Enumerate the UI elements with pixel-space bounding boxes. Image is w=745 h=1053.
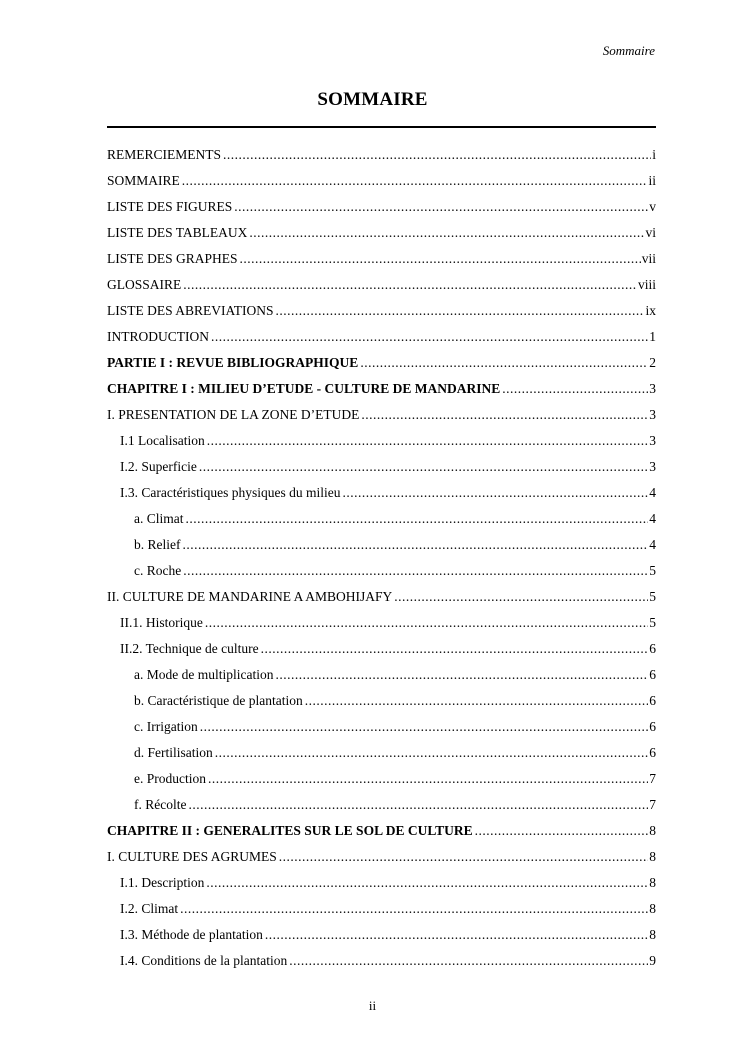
toc-entry-page: 8 — [649, 849, 656, 864]
toc-entry-label: I.3. Méthode de plantation — [120, 927, 263, 942]
toc-entry-label: SOMMAIRE — [107, 173, 180, 188]
toc-entry[interactable] — [107, 532, 656, 558]
toc-entry[interactable] — [107, 896, 656, 922]
dot-leader — [188, 792, 648, 818]
toc-entry[interactable] — [107, 636, 656, 662]
toc-entry-label: I.4. Conditions de la plantation — [120, 953, 288, 968]
toc-entry-page: 4 — [649, 511, 656, 526]
toc-entry[interactable] — [107, 506, 656, 532]
toc-entry-label: LISTE DES TABLEAUX — [107, 225, 248, 240]
dot-leader — [183, 532, 649, 558]
toc-entry[interactable] — [107, 558, 656, 584]
dot-leader — [206, 870, 648, 896]
toc-entry[interactable] — [107, 272, 656, 298]
toc-entry-page: 5 — [649, 563, 656, 578]
toc-entry-label: GLOSSAIRE — [107, 277, 182, 292]
toc-entry-page: 9 — [649, 953, 656, 968]
toc-entry[interactable] — [107, 818, 656, 844]
toc-entry[interactable] — [107, 168, 656, 194]
toc-entry[interactable] — [107, 688, 656, 714]
toc-entry-page: i — [652, 147, 656, 162]
toc-entry-label: c. Roche — [134, 563, 182, 578]
dot-leader — [279, 844, 648, 870]
toc-entry-label: CHAPITRE I : MILIEU D’ETUDE - CULTURE DE MANDARINE — [107, 381, 501, 396]
toc-entry-page: 5 — [649, 615, 656, 630]
dot-leader — [275, 662, 648, 688]
toc-entry-label: e. Production — [134, 771, 206, 786]
toc-entry[interactable] — [107, 766, 656, 792]
toc-entry-label: b. Relief — [134, 537, 181, 552]
toc-entry-page: 3 — [649, 433, 656, 448]
dot-leader — [342, 480, 648, 506]
toc-entry-page: 3 — [649, 459, 656, 474]
dot-leader — [207, 428, 649, 454]
toc-entry[interactable] — [107, 324, 656, 350]
toc-entry-page: 8 — [649, 927, 656, 942]
dot-leader — [199, 454, 648, 480]
toc-entry[interactable] — [107, 480, 656, 506]
dot-leader — [305, 688, 649, 714]
toc-entry[interactable] — [107, 662, 656, 688]
toc-entry-page: vii — [641, 251, 656, 266]
dot-leader — [475, 818, 649, 844]
toc-entry-label: a. Climat — [134, 511, 184, 526]
toc-entry-page: 7 — [649, 771, 656, 786]
toc-entry-page: vi — [645, 225, 656, 240]
dot-leader — [502, 376, 648, 402]
dot-leader — [183, 558, 648, 584]
toc-entry[interactable] — [107, 454, 656, 480]
toc-entry-page: 8 — [649, 875, 656, 890]
dot-leader — [240, 246, 641, 272]
dot-leader — [205, 610, 648, 636]
toc-entry[interactable] — [107, 714, 656, 740]
toc-entry[interactable] — [107, 246, 656, 272]
toc-entry-page: ii — [648, 173, 656, 188]
dot-leader — [265, 922, 648, 948]
toc-entry[interactable] — [107, 922, 656, 948]
toc-entry-label: I.3. Caractéristiques physiques du milieu — [120, 485, 341, 500]
dot-leader — [182, 168, 648, 194]
toc-entry-page: 8 — [649, 823, 656, 838]
toc-entry[interactable] — [107, 142, 656, 168]
dot-leader — [186, 506, 649, 532]
dot-leader — [360, 350, 648, 376]
toc-entry-label: II.2. Technique de culture — [120, 641, 259, 656]
toc-entry-page: viii — [637, 277, 656, 292]
toc-entry-label: f. Récolte — [134, 797, 187, 812]
toc-entry-label: a. Mode de multiplication — [134, 667, 274, 682]
toc-entry-label: I.1 Localisation — [120, 433, 205, 448]
dot-leader — [211, 324, 648, 350]
toc-entry[interactable] — [107, 844, 656, 870]
toc-entry-page: 6 — [649, 693, 656, 708]
toc-entry-label: CHAPITRE II : GENERALITES SUR LE SOL DE CULTURE — [107, 823, 473, 838]
toc-entry[interactable] — [107, 428, 656, 454]
toc-entry[interactable] — [107, 740, 656, 766]
toc-entry-page: 1 — [649, 329, 656, 344]
toc-entry-page: 8 — [649, 901, 656, 916]
toc-entry[interactable] — [107, 298, 656, 324]
toc-entry-page: 3 — [649, 381, 656, 396]
page-title: SOMMAIRE — [317, 89, 428, 110]
toc-entry-label: c. Irrigation — [134, 719, 198, 734]
toc-entry-label: PARTIE I : REVUE BIBLIOGRAPHIQUE — [107, 355, 359, 370]
toc-entry-page: 4 — [649, 537, 656, 552]
toc-entry-label: I.2. Superficie — [120, 459, 197, 474]
page-number: ii — [368, 998, 377, 1013]
dot-leader — [361, 402, 648, 428]
toc-entry-label: LISTE DES ABREVIATIONS — [107, 303, 274, 318]
dot-leader — [215, 740, 649, 766]
dot-leader — [249, 220, 644, 246]
toc-entry[interactable] — [107, 948, 656, 974]
toc-entry-page: 3 — [649, 407, 656, 422]
toc-entry-page: v — [649, 199, 656, 214]
toc-entry[interactable] — [107, 402, 656, 428]
dot-leader — [200, 714, 649, 740]
toc-entry-page: 7 — [649, 797, 656, 812]
dot-leader — [261, 636, 649, 662]
toc-entry-label: I. CULTURE DES AGRUMES — [107, 849, 277, 864]
toc-entry-label: LISTE DES FIGURES — [107, 199, 233, 214]
toc-entry-label: I.1. Description — [120, 875, 205, 890]
toc-entry-page: 6 — [649, 667, 656, 682]
toc-entry-label: INTRODUCTION — [107, 329, 209, 344]
dot-leader — [180, 896, 648, 922]
running-header: Sommaire — [602, 43, 655, 58]
toc-entry-label: II.1. Historique — [120, 615, 203, 630]
toc-entry-page: 6 — [649, 745, 656, 760]
toc-entry[interactable] — [107, 870, 656, 896]
toc-entry-label: d. Fertilisation — [134, 745, 213, 760]
toc-entry-label: b. Caractéristique de plantation — [134, 693, 303, 708]
toc-entry-label: LISTE DES GRAPHES — [107, 251, 238, 266]
toc-entry[interactable] — [107, 194, 656, 220]
toc-entry-page: 6 — [649, 719, 656, 734]
toc-entry-label: II. CULTURE DE MANDARINE A AMBOHIJAFY — [107, 589, 393, 604]
toc-entry-page: 4 — [649, 485, 656, 500]
toc-entry-page: ix — [645, 303, 656, 318]
table-of-contents — [107, 142, 656, 974]
dot-leader — [208, 766, 648, 792]
dot-leader — [394, 584, 648, 610]
dot-leader — [234, 194, 648, 220]
toc-entry-label: REMERCIEMENTS — [107, 147, 222, 162]
toc-entry-page: 6 — [649, 641, 656, 656]
toc-entry[interactable] — [107, 350, 656, 376]
toc-entry-label: I.2. Climat — [120, 901, 179, 916]
toc-entry-page: 2 — [649, 355, 656, 370]
toc-entry[interactable] — [107, 792, 656, 818]
toc-entry-page: 5 — [649, 589, 656, 604]
dot-leader — [183, 272, 637, 298]
toc-entry[interactable] — [107, 610, 656, 636]
dot-leader — [289, 948, 648, 974]
toc-entry[interactable] — [107, 220, 656, 246]
title-divider — [107, 126, 656, 128]
toc-entry[interactable] — [107, 584, 656, 610]
dot-leader — [276, 298, 645, 324]
toc-entry-label: I. PRESENTATION DE LA ZONE D’ETUDE — [107, 407, 360, 422]
dot-leader — [223, 142, 651, 168]
toc-entry[interactable] — [107, 376, 656, 402]
